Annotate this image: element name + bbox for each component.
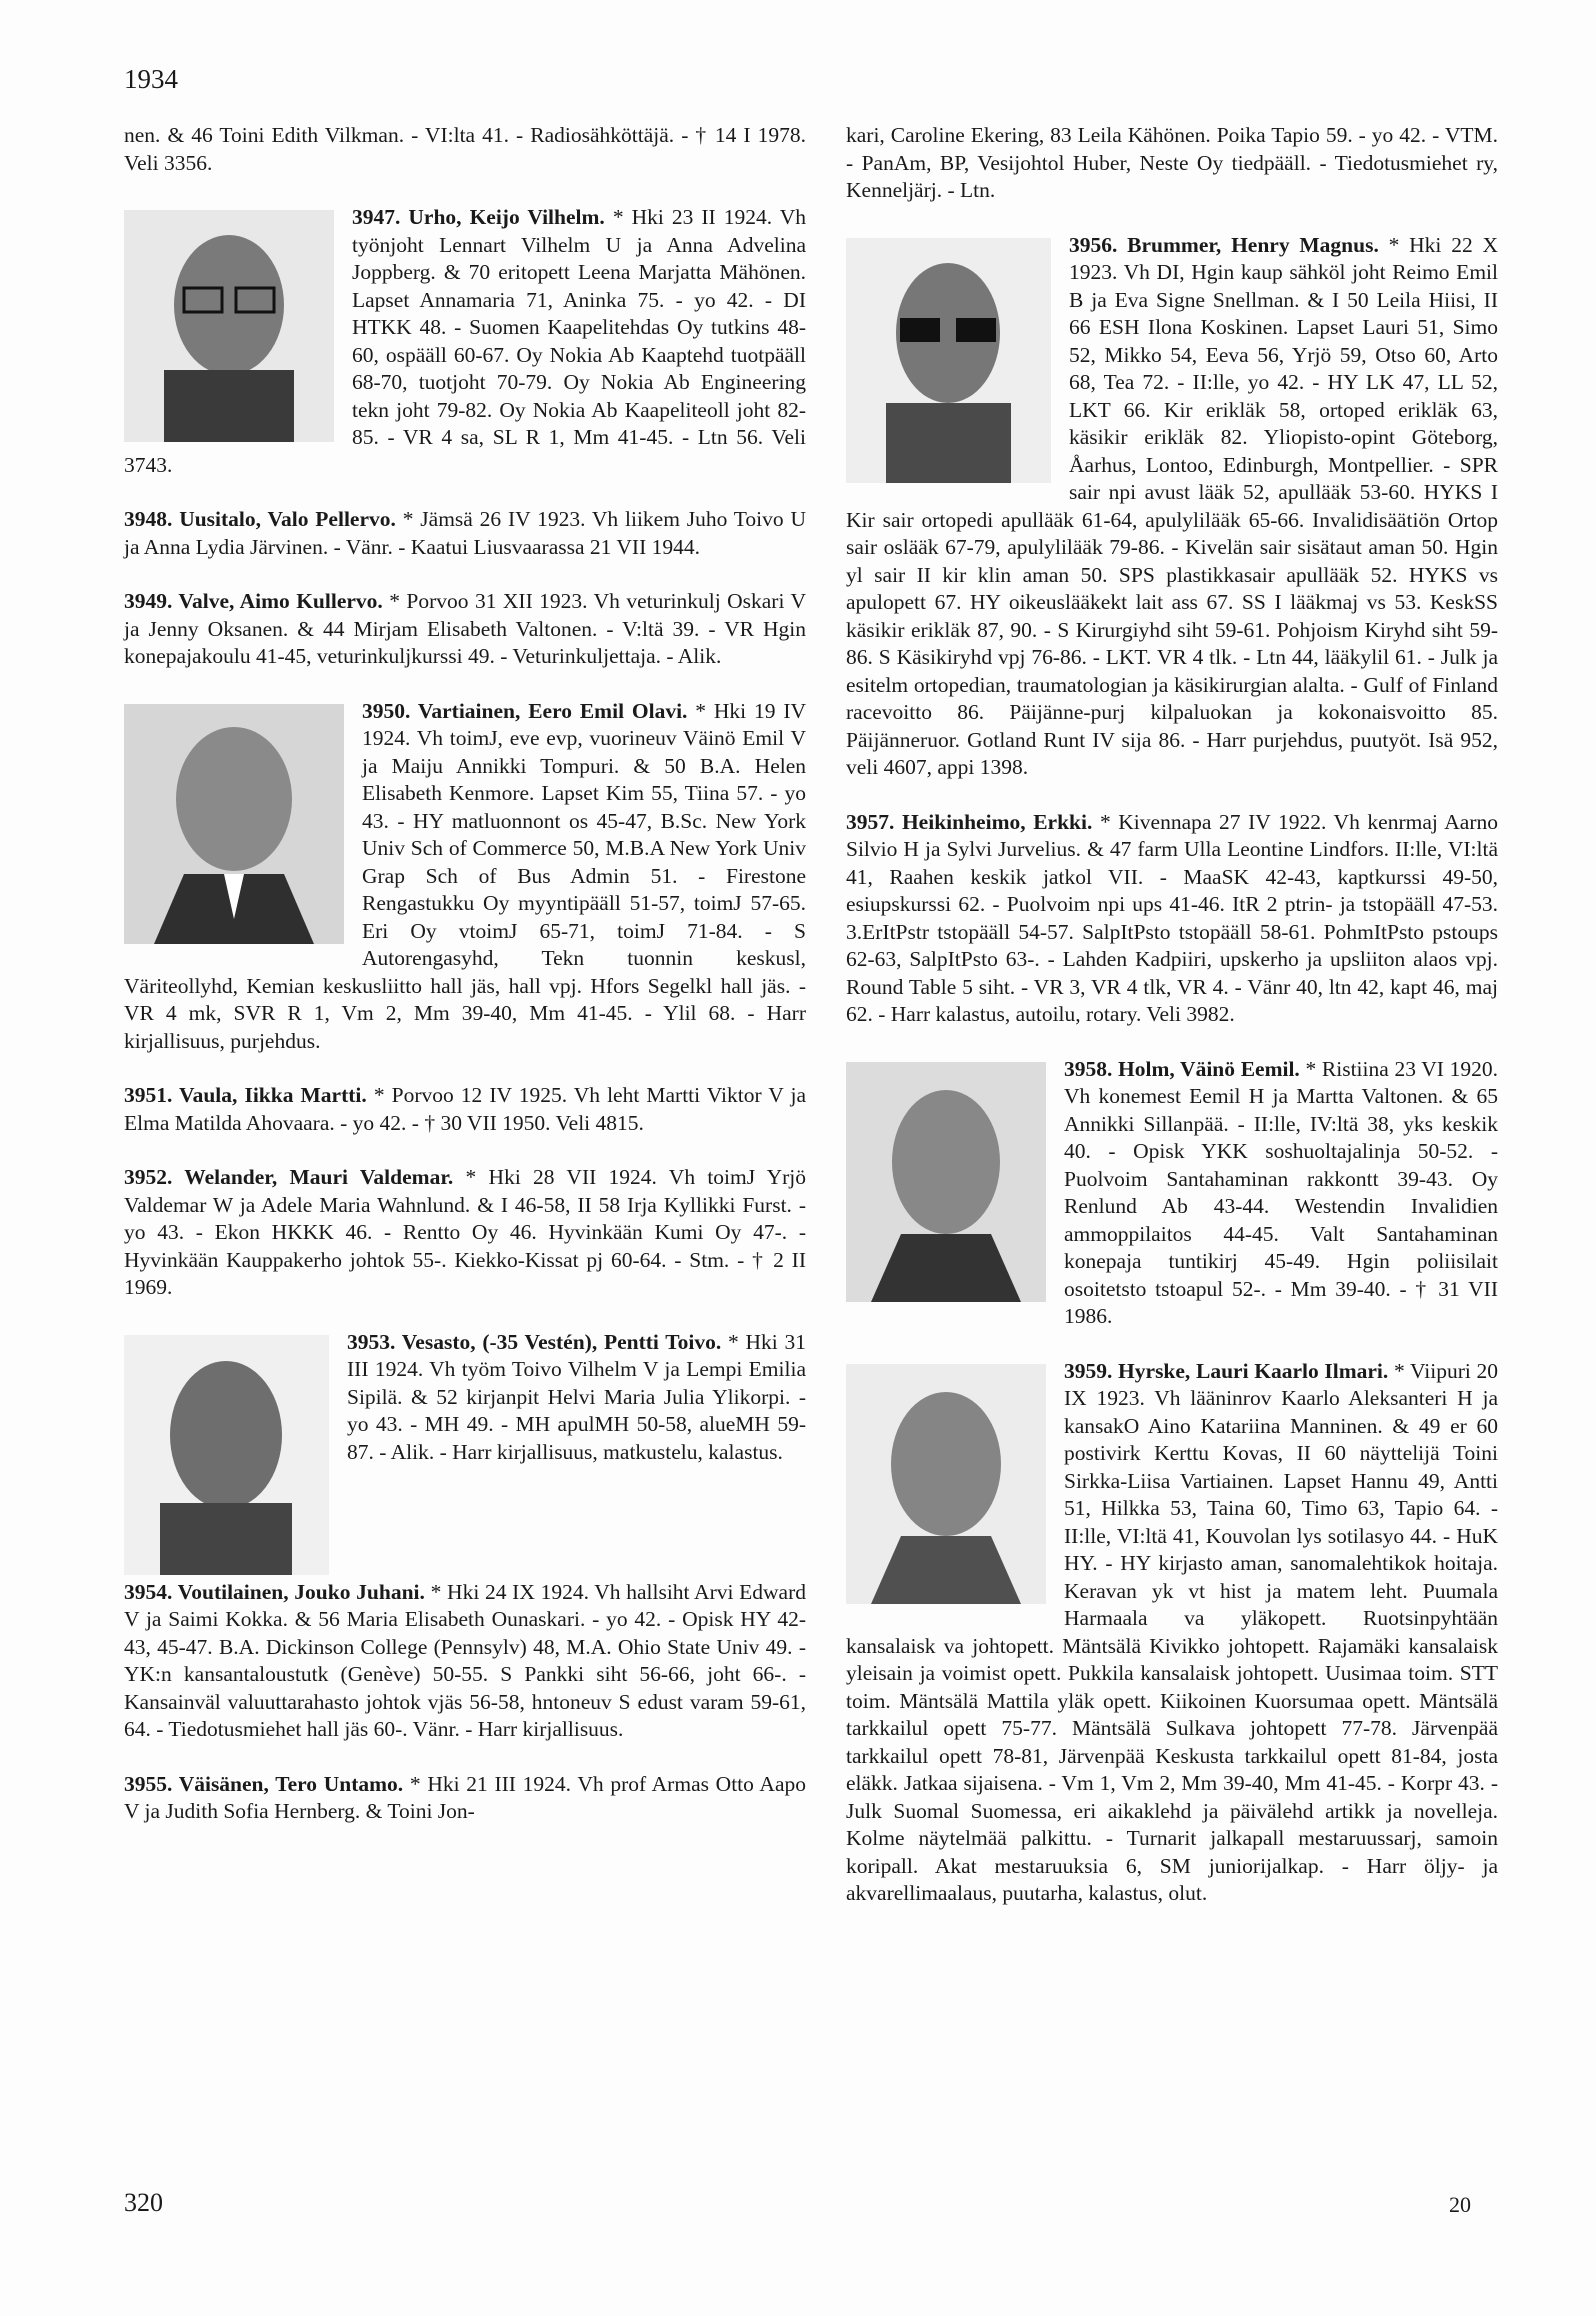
- entry-heading: 3958. Holm, Väinö Eemil.: [1064, 1056, 1300, 1081]
- entry-heading: 3956. Brummer, Henry Magnus.: [1069, 232, 1379, 257]
- entry-3949: [124, 588, 806, 671]
- portrait-photo-3959: [846, 1364, 1046, 1604]
- portrait-photo-3947: [124, 210, 334, 442]
- portrait-photo-3950: [124, 704, 344, 944]
- entry-text: * Hki 24 IX 1924. Vh hallsiht Arvi Edward V ja Saimi Kokka. & 56 Maria Elisabeth Ounaskari. - yo 42. - Opisk HY 42-43, 45-47. B.A. Dickinson College (Pennsylv) 48, M.A. Ohio State Univ 49. - YK:n kansantaloustutk (Genève) 50-55. S Pankki siht 56-66, joht 66-. - Kansainväl valuuttarahasto johtok vjäs 56-58, hntoneuv S edust varam 59-61, 64. - Tiedotusmiehet hall jäs 60-. Vänr. - Harr kirjallisuus.: [124, 1579, 807, 1741]
- entry-text: kari, Caroline Ekering, 83 Leila Kähönen. Poika Tapio 59. - yo 42. - VTM. - PanAm, BP, Vesijohtol Huber, Neste Oy tiedpääll. - Tiedotusmiehet ry, Kenneljärj. - Ltn.: [846, 123, 1498, 202]
- portrait-photo-3956: [846, 238, 1051, 483]
- entry-3957: [846, 809, 1498, 1029]
- entry-text: * Porvoo 12 IV 1925. Vh leht Martti Viktor V ja Elma Matilda Ahovaara. - yo 42. - † 30 VII 1950. Veli 4815.: [124, 1083, 806, 1135]
- entry-heading: 3959. Hyrske, Lauri Kaarlo Ilmari.: [1064, 1358, 1389, 1383]
- entry-3955: [124, 1771, 806, 1826]
- entry-text: * Jämsä 26 IV 1923. Vh liikem Juho Toivo U ja Anna Lydia Järvinen. - Vänr. - Kaatui Liusvaarassa 21 VII 1944.: [124, 507, 806, 559]
- entry-text: * Hki 31 III 1924. Vh työm Toivo Vilhelm V ja Lempi Emilia Sipilä. & 52 kirjanpit Helvi Maria Julia Ylikorpi. - yo 43. - MH 49. - MH apulMH 50-58, alueMH 59-87. - Alik. - Harr kirjallisuus, matkustelu, kalastus.: [347, 1329, 807, 1464]
- entry-continuation: [124, 122, 806, 177]
- entry-text: * Hki 22 X 1923. Vh DI, Hgin kaup sähköl joht Reimo Emil B ja Eva Signe Snellman. & I 50 Leila Hiisi, II 66 ESH Ilona Koskinen. Lapset Lauri 51, Simo 52, Mikko 54, Eeva 56, Yrjö 59, Otso 60, Arto 68, Tea 72. - II:lle, yo 42. - HY LK 47, LL 52, LKT 66. Kir erikläk 58, ortoped erikläk 63, käsikir erikläk 82. Yliopisto-opint Göteborg, Åarhus, Lontoo, Edinburgh, Montpellier. - SPR sair npi avust lääk 52, apullääk 53-60. HYKS I Kir sair ortopedi apullääk 61-64, apulylilääk 65-66. Invalidisäätiön Ortop sair oslääk 67-79, apulylilääk 79-86. - Kivelän sair sisätaut aman 50. Hgin yl sair II kir klin aman 50. SPS plastikkasair apullääk 52. HYKS vs apulopett 67. HY oikeuslääkekt lait ass 67. SS I lääkmaj vs 53. KeskSS käsikir erikläk 87, 90. - S Kirurgiyhd siht 59-61. Pohjoism Kiryhd siht 59-86. S Käsikiryhd vpj 76-86. - LKT. VR 4 tlk. - Ltn 44, lääkylil 61. - Julk ja esitelm ortopedian, traumatologian ja käsikirurgian alalta. - Gulf of Finland racevoitto 86. Päijänne-purj kilpaluokan ja kokonaisvoitto 85. Päijänneruor. Gotland Runt IV sija 86. - Harr purjehdus, puutyöt. Isä 952, veli 4607, appi 1398.: [846, 232, 1498, 779]
- entry-text: * Hki 21 III 1924. Vh prof Armas Otto Aapo V ja Judith Sofia Hernberg. & Toini Jon-: [124, 1771, 806, 1823]
- entry-text: * Kivennapa 27 IV 1922. Vh kenrmaj Aarno Silvio H ja Sylvi Jurvelius. & 47 farm Ulla Leontine Lindfors. II:lle, VI:ltä 41, Raahen keskik jatkol VII. - MaaSK 42-43, kaptkurssi 49-50, esiupskurssi 62. - Puolvoim npi ups 41-46. ItR 2 ptrin- ja tstopääll 47-53. 3.ErItPstr tstopääll 54-57. SalpItPsto tstopääll 58-61. PohmItPsto pstoups 62-63, SalpItPsto 63-. - Lahden Kadpiiri, upskerho ja upsliiton alaos vpj. Round Table 5 siht. - VR 3, VR 4 tlk, VR 4. - Vänr 40, ltn 42, kapt 46, maj 62. - Harr kalastus, autoilu, rotary. Veli 3982.: [846, 809, 1498, 1026]
- entry-heading: 3953. Vesasto, (-35 Vestén), Pentti Toivo.: [347, 1329, 722, 1354]
- entry-text: * Viipuri 20 IX 1923. Vh lääninrov Kaarlo Aleksanteri H ja kansakO Aino Katariina Manninen. & 49 er 60 postivirk Kerttu Kovas, II 60 näyttelijä Toini Sirkka-Liisa Vartiainen. Lapset Hannu 49, Antti 51, Hilkka 53, Taina 60, Timo 63, Tapio 64. - II:lle, VI:ltä 41, Kouvolan lys sotilasyo 44. - HuK HY. - HY kirjasto aman, sanomalehtikok hoitaja. Keravan yk vt hist ja matem leht. Puumala Harmaala va yläkopett. Ruotsinpyhtään kansalaisk va johtopett. Mäntsälä Kivikko johtopett. Rajamäki kansalaisk yleisain ja voimist opett. Pukkila kansalaisk johtopett. Uusimaa toim. STT toim. Mäntsälä Mattila yläk opett. Kiikoinen Kuorsumaa opett. Mäntsälä tarkkailul opett 75-77. Mäntsälä Sulkava johtopett 77-78. Järvenpää tarkkailul opett 78-81, Järvenpää Keskusta tarkkailul opett 81-84, josta eläkk. Jatkaa sijaisena. - Vm 1, Vm 2, Mm 39-40, Mm 41-45. - Korpr 43. - Julk Suomal Suomessa, eri aikaklehd ja päivälehd artikk ja novelleja. Kolme näytelmää palkittu. - Turnarit jalkapall mestaruussarj, samoin koripall. Akat mestaruuksia 6, SM juniorijalkap. - Harr öljy- ja akvarellimaalaus, puutarha, kalastus, olut.: [846, 1358, 1499, 1905]
- entry-3959: [846, 1358, 1498, 1908]
- right-column: [846, 122, 1498, 1935]
- entry-text: * Ristiina 23 VI 1920. Vh konemest Eemil H ja Martta Valtonen. & 65 Annikki Sillanpää. - II:lle, IV:ltä 38, yks keskik 40. - Opisk YKK soshuoltajalinja 50-52. - Puolvoim Santahaminan rakkontt 39-43. Oy Renlund Ab 43-44. Westendin Invalidien ammoppilaitos 44-45. Valt Santahaminan konepaja tuntikirj 45-49. Hgin poliisilait osoitetsto tstoapul 52-. - Mm 39-40. - † 31 VII 1986.: [1064, 1056, 1498, 1328]
- entry-text: * Hki 28 VII 1924. Vh toimJ Yrjö Valdemar W ja Adele Maria Wahnlund. & I 46-58, II 58 Irja Kyllikki Furst. - yo 43. - Ekon HKKK 46. - Rentto Oy 46. Hyvinkään Kumi Oy 47-. - Hyvinkään Kauppakerho johtok 55-. Kiekko-Kissat pj 60-64. - Stm. - † 2 II 1969.: [124, 1165, 806, 1299]
- entry-heading: 3952. Welander, Mauri Valdemar.: [124, 1165, 454, 1189]
- entry-heading: 3948. Uusitalo, Valo Pellervo.: [124, 507, 396, 531]
- portrait-photo-3958: [846, 1062, 1046, 1302]
- entry-3947: [124, 204, 806, 479]
- entry-text: * Hki 23 II 1924. Vh työnjoht Lennart Vilhelm U ja Anna Advelina Joppberg. & 70 eritopett Leena Marjatta Mähönen. Lapset Annamaria 71, Aninka 75. - yo 42. - DI HTKK 48. - Suomen Kaapelitehdas Oy tutkins 48-60, ospääll 60-67. Oy Nokia Ab Kaaptehd tuotpääll 68-70, tuotjoht 70-79. Oy Nokia Ab Engineering tekn joht 79-82. Oy Nokia Ab Kaapeliteoll joht 82-85. - VR 4 sa, SL R 1, Mm 41-45. - Ltn 56. Veli 3743.: [124, 205, 806, 477]
- entry-3952: [124, 1164, 806, 1302]
- entry-heading: 3955. Väisänen, Tero Untamo.: [124, 1771, 404, 1796]
- entry-text: nen. & 46 Toini Edith Vilkman. - VI:lta 41. - Radiosähköttäjä. - † 14 I 1978. Veli 3356.: [124, 123, 806, 175]
- entry-heading: 3947. Urho, Keijo Vilhelm.: [352, 205, 605, 229]
- entry-heading: 3954. Voutilainen, Jouko Juhani.: [124, 1579, 425, 1604]
- portrait-photo-3953: [124, 1335, 329, 1575]
- entry-3948: [124, 506, 806, 561]
- entry-3954: [124, 1579, 806, 1744]
- entry-heading: 3951. Vaula, Iikka Martti.: [124, 1083, 367, 1107]
- entry-heading: 3949. Valve, Aimo Kullervo.: [124, 589, 383, 613]
- entry-text: * Hki 19 IV 1924. Vh toimJ, eve evp, vuorineuv Väinö Emil V ja Maiju Annikki Tompuri. & 50 B.A. Helen Elisabeth Kenmore. Lapset Kim 55, Tiina 57. - yo 43. - HY matluonnont os 45-47, B.Sc. New York Univ Sch of Commerce 50, M.B.A New York Univ Grap Sch of Bus Admin 51. - Firestone Rengastukku Oy myyntipääll 51-57, toimJ 57-65. Eri Oy vtoimJ 65-71, toimJ 71-84. - S Autorengasyhd, Tekn tuonnin keskusl, Väriteollyhd, Kemian keskusliitto hall jäs, hall vpj. Hfors Segelkl hall jäs. - VR 4 mk, SVR R 1, Vm 2, Mm 39-40, Mm 41-45. - Ylil 68. - Harr kirjallisuus, purjehdus.: [124, 698, 806, 1053]
- entry-3950: [124, 698, 806, 1056]
- entry-3953: [124, 1329, 806, 1467]
- entry-3958: [846, 1056, 1498, 1331]
- page-year-header: 1934: [124, 64, 178, 94]
- page-number-right: 20: [1449, 2192, 1471, 2217]
- page-number-left: 320: [124, 2188, 163, 2217]
- entry-text: * Porvoo 31 XII 1923. Vh veturinkulj Oskari V ja Jenny Oksanen. & 44 Mirjam Elisabeth Valtonen. - V:ltä 39. - VR Hgin konepajakoulu 41-45, veturinkuljkurssi 49. - Veturinkuljettaja. - Alik.: [124, 589, 806, 668]
- entry-heading: 3950. Vartiainen, Eero Emil Olavi.: [362, 698, 688, 723]
- left-column: [124, 122, 806, 1853]
- entry-3956: [846, 232, 1498, 782]
- entry-heading: 3957. Heikinheimo, Erkki.: [846, 809, 1093, 834]
- entry-3951: [124, 1082, 806, 1137]
- entry-continuation: [846, 122, 1498, 205]
